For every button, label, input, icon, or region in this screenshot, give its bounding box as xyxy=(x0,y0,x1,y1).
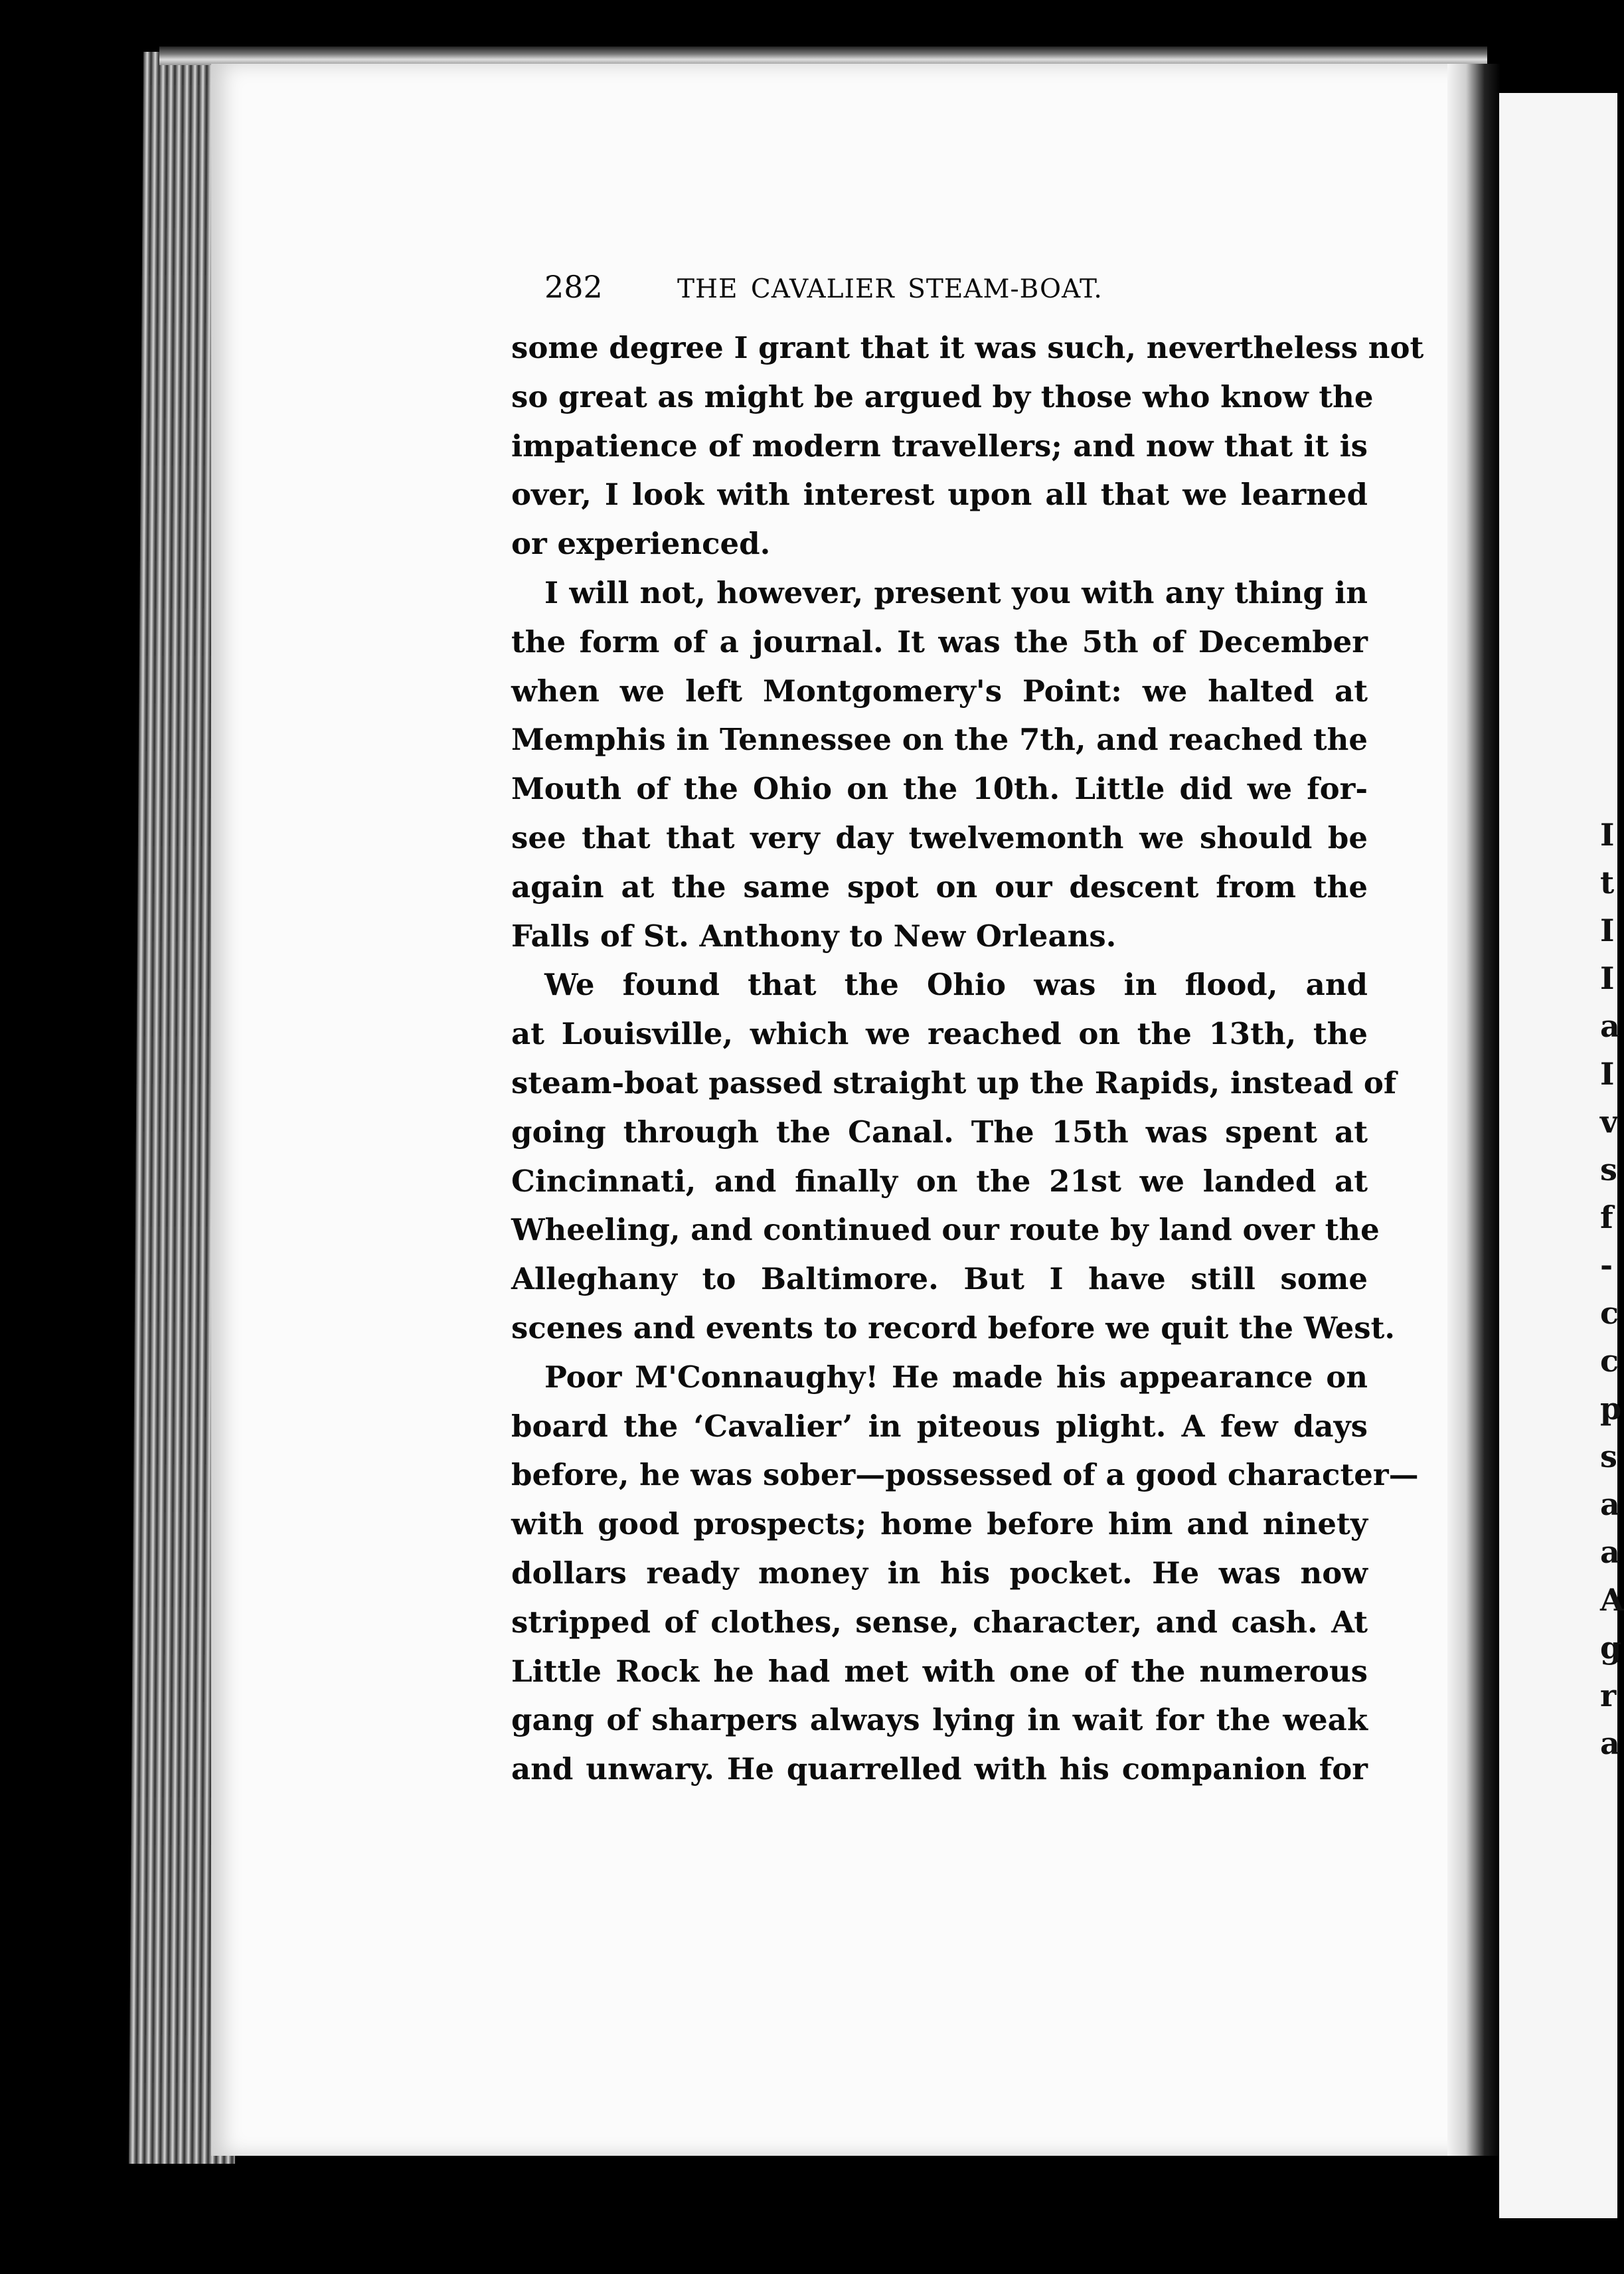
facing-page-letter: I xyxy=(1600,1056,1615,1092)
facing-page-letter: a xyxy=(1600,1725,1620,1761)
facing-page-letter: s xyxy=(1600,1152,1617,1187)
text-line: Memphis in Tennessee on the 7th, and reached the xyxy=(511,722,1368,758)
text-line: impatience of modern travellers; and now that it is xyxy=(511,428,1368,464)
facing-page-letter: f xyxy=(1600,1199,1613,1235)
text-line: some degree I grant that it was such, nevertheless not xyxy=(511,330,1424,365)
facing-page-letter: A xyxy=(1600,1582,1624,1618)
text-line: Little Rock he had met with one of the numerous xyxy=(511,1653,1368,1689)
text-line: board the ‘Cavalier’ in piteous plight. A few days xyxy=(511,1408,1368,1444)
page-top-edge xyxy=(159,46,1487,65)
facing-page-letter: a xyxy=(1600,1486,1620,1522)
page-text-block xyxy=(511,269,1424,1794)
facing-page-letter: s xyxy=(1600,1439,1617,1474)
running-head-title: THE CAVALIER STEAM-BOAT. xyxy=(677,274,1103,304)
text-line: Falls of St. Anthony to New Orleans. xyxy=(511,918,1117,954)
text-line: again at the same spot on our descent from the xyxy=(511,869,1368,905)
text-line: at Louisville, which we reached on the 13th, the xyxy=(511,1016,1368,1052)
text-line: the form of a journal. It was the 5th of December xyxy=(511,624,1368,659)
text-line: Alleghany to Baltimore. But I have still some xyxy=(511,1261,1368,1297)
text-line: so great as might be argued by those who know the xyxy=(511,379,1374,414)
facing-page-letter: t xyxy=(1600,865,1615,901)
text-line: Cincinnati, and finally on the 21st we landed at xyxy=(511,1163,1368,1199)
facing-page-letter: a xyxy=(1600,1008,1620,1044)
text-line: Poor M'Connaughy! He made his appearance on xyxy=(544,1359,1368,1395)
facing-page-letter: c xyxy=(1600,1295,1619,1331)
text-line: Mouth of the Ohio on the 10th. Little did we for- xyxy=(511,771,1368,807)
facing-page-letter: - xyxy=(1600,1247,1613,1283)
text-line: Wheeling, and continued our route by land over the xyxy=(511,1212,1380,1248)
page-number: 282 xyxy=(544,269,603,305)
text-line: steam-boat passed straight up the Rapids, instead of xyxy=(511,1065,1397,1100)
book-gutter xyxy=(1447,64,1501,2156)
text-line: before, he was sober—possessed of a good character— xyxy=(511,1457,1419,1493)
facing-page-letter: r xyxy=(1600,1678,1617,1713)
facing-page-letter: p xyxy=(1600,1391,1622,1427)
facing-page-letter: a xyxy=(1600,1534,1620,1570)
text-line: scenes and events to record before we quit the West. xyxy=(511,1310,1396,1346)
facing-page-letter: I xyxy=(1600,960,1615,996)
text-line: and unwary. He quarrelled with his companion for xyxy=(511,1751,1368,1787)
text-line: going through the Canal. The 15th was spent at xyxy=(511,1114,1368,1150)
text-line: over, I look with interest upon all that we learned xyxy=(511,477,1368,513)
facing-page-letter: c xyxy=(1600,1343,1619,1379)
text-line: or experienced. xyxy=(511,526,771,562)
facing-page-letter: I xyxy=(1600,913,1615,948)
text-line: see that that very day twelvemonth we should be xyxy=(511,820,1368,855)
text-line: I will not, however, present you with any thing in xyxy=(544,574,1368,610)
facing-page-letter: v xyxy=(1600,1104,1618,1140)
running-head xyxy=(511,269,1368,317)
text-line: We found that the Ohio was in flood, and xyxy=(544,967,1368,1003)
text-line: dollars ready money in his pocket. He was now xyxy=(511,1555,1368,1591)
text-line: gang of sharpers always lying in wait for the weak xyxy=(511,1702,1368,1738)
text-line: stripped of clothes, sense, character, and cash. At xyxy=(511,1604,1368,1640)
text-line: when we left Montgomery's Point: we halted at xyxy=(511,673,1368,709)
facing-page-letter: g xyxy=(1600,1630,1622,1666)
facing-page-letter: I xyxy=(1600,817,1615,853)
text-line: with good prospects; home before him and ninety xyxy=(511,1506,1368,1542)
